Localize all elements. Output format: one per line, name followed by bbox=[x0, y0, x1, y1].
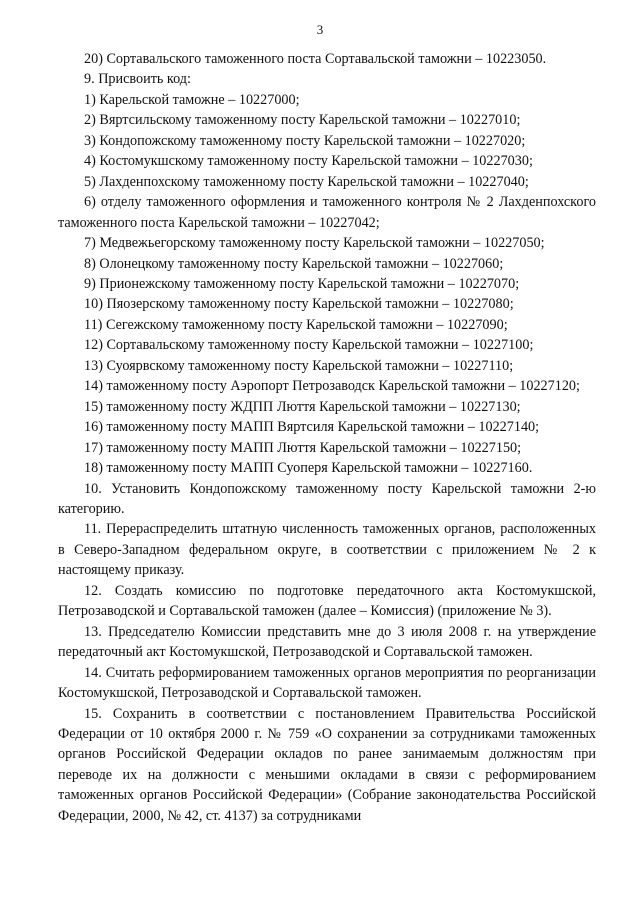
item-text: Председателю Комиссии представить мне до 3 июля 2008 г. на утверждение передаточный акт Костомукшской, Петрозаводской и Сортавальской таможен. bbox=[58, 623, 597, 661]
list-item bbox=[58, 110, 596, 130]
item-text: Считать реформированием таможенных органов мероприятия по реорганизации Костомукшской, Петрозаводской и Сортавальской таможен. bbox=[58, 664, 596, 702]
item-number: 14) bbox=[84, 378, 103, 395]
item-number: 15) bbox=[84, 398, 103, 415]
list-item bbox=[58, 192, 596, 233]
item-text: Вяртсильскому таможенному посту Карельской таможни – 10227010; bbox=[99, 112, 521, 129]
list-item bbox=[58, 704, 596, 827]
item-text: Перераспределить штатную численность таможенных органов, расположенных в Северо-Западном федеральном округе, в соответствии с приложением № 2 к настоящему приказу. bbox=[58, 521, 596, 579]
item-text: Сортавальскому таможенному посту Карельской таможни – 10227100; bbox=[106, 337, 534, 354]
item-number: 8) bbox=[84, 255, 96, 272]
list-item bbox=[58, 90, 596, 110]
item-number: 12. bbox=[84, 582, 102, 599]
item-text: Кондопожскому таможенному посту Карельской таможни – 10227020; bbox=[99, 132, 526, 149]
item-number: 7) bbox=[84, 235, 96, 252]
item-number: 13. bbox=[84, 623, 102, 640]
item-number: 10) bbox=[84, 296, 103, 313]
item-number: 18) bbox=[84, 460, 103, 477]
item-number: 15. bbox=[84, 705, 102, 722]
item-number: 12) bbox=[84, 337, 103, 354]
item-text: Сортавальского таможенного поста Сортавальской таможни – 10223050. bbox=[106, 51, 547, 67]
list-item bbox=[58, 335, 596, 355]
item-number: 20) bbox=[84, 51, 103, 67]
list-item bbox=[58, 274, 596, 294]
list-item bbox=[58, 417, 596, 437]
page-number: 3 bbox=[316, 22, 324, 37]
item-number: 13) bbox=[84, 357, 103, 374]
item-text: Костомукшскому таможенному посту Карельской таможни – 10227030; bbox=[99, 153, 533, 170]
list-item bbox=[58, 376, 596, 396]
list-item bbox=[58, 458, 596, 478]
item-text: Присвоить код: bbox=[98, 71, 191, 88]
list-item bbox=[58, 294, 596, 314]
list-item bbox=[58, 49, 596, 69]
list-item bbox=[58, 479, 596, 520]
list-item bbox=[58, 356, 596, 376]
item-text: Олонецкому таможенному посту Карельской таможни – 10227060; bbox=[99, 255, 504, 272]
item-number: 11) bbox=[84, 316, 103, 333]
item-number: 16) bbox=[84, 419, 103, 436]
list-item bbox=[58, 254, 596, 274]
item-text: таможенному посту МАПП Суоперя Карельской таможни – 10227160. bbox=[106, 460, 533, 477]
item-number: 9. bbox=[84, 71, 95, 88]
item-text: Медвежьегорскому таможенному посту Карельской таможни – 10227050; bbox=[99, 235, 545, 252]
item-text: таможенному посту МАПП Вяртсиля Карельской таможни – 10227140; bbox=[106, 419, 540, 436]
item-text: Прионежскому таможенному посту Карельской таможни – 10227070; bbox=[99, 275, 520, 292]
item-number: 6) bbox=[84, 194, 96, 211]
list-item bbox=[58, 151, 596, 171]
list-item bbox=[58, 622, 596, 663]
item-text: Установить Кондопожскому таможенному посту Карельской таможни 2-ю категорию. bbox=[58, 480, 596, 517]
item-number: 4) bbox=[84, 153, 96, 170]
item-text: таможенному посту ЖДПП Люття Карельской таможни – 10227130; bbox=[106, 398, 521, 415]
list-item bbox=[58, 397, 596, 417]
item-text: отделу таможенного оформления и таможенного контроля № 2 Лахденпохского таможенного поста Карельской таможни – 10227042; bbox=[58, 194, 596, 231]
item-number: 3) bbox=[84, 132, 96, 149]
list-item bbox=[58, 172, 596, 192]
item-number: 14. bbox=[84, 664, 102, 681]
list-item bbox=[58, 663, 596, 704]
item-text: Лахденпохскому таможенному посту Карельской таможни – 10227040; bbox=[99, 173, 529, 190]
item-text: таможенному посту Аэропорт Петрозаводск Карельской таможни – 10227120; bbox=[106, 378, 580, 395]
item-text: Сегежскому таможенному посту Карельской таможни – 10227090; bbox=[105, 316, 508, 333]
item-text: Карельской таможне – 10227000; bbox=[99, 91, 300, 108]
item-number: 5) bbox=[84, 173, 96, 190]
list-item bbox=[58, 438, 596, 458]
item-text: Сохранить в соответствии с постановлением Правительства Российской Федерации от 10 октября 2000 г. № 759 «О сохранении за сотрудниками таможенных органов Российской Федерации окладов по ранее занимаемым должностям при переводе их на должности с меньшими окладами в связи с реформированием таможенных органов Российской Федерации» (Собрание законодательства Российской Федерации, 2000, № 42, ст. 4137) за сотрудниками bbox=[58, 705, 596, 824]
list-item bbox=[58, 581, 596, 622]
item-number: 1) bbox=[84, 91, 96, 108]
list-item bbox=[58, 519, 596, 580]
item-number: 9) bbox=[84, 275, 96, 292]
item-text: таможенному посту МАПП Люття Карельской таможни – 10227150; bbox=[106, 439, 522, 456]
list-item bbox=[58, 315, 596, 335]
item-text: Пяозерскому таможенному посту Карельской таможни – 10227080; bbox=[106, 296, 514, 313]
list-item bbox=[58, 69, 596, 89]
item-number: 10. bbox=[84, 480, 102, 497]
list-item bbox=[58, 233, 596, 253]
item-number: 11. bbox=[84, 521, 102, 538]
list-item bbox=[58, 131, 596, 151]
item-number: 17) bbox=[84, 439, 103, 456]
document-body bbox=[58, 49, 596, 826]
item-text: Суоярвскому таможенному посту Карельской таможни – 10227110; bbox=[106, 357, 514, 374]
item-text: Создать комиссию по подготовке передаточного акта Костомукшской, Петрозаводской и Сортавальской таможен (далее – Комиссия) (приложение № 3). bbox=[58, 582, 597, 620]
item-number: 2) bbox=[84, 112, 96, 129]
